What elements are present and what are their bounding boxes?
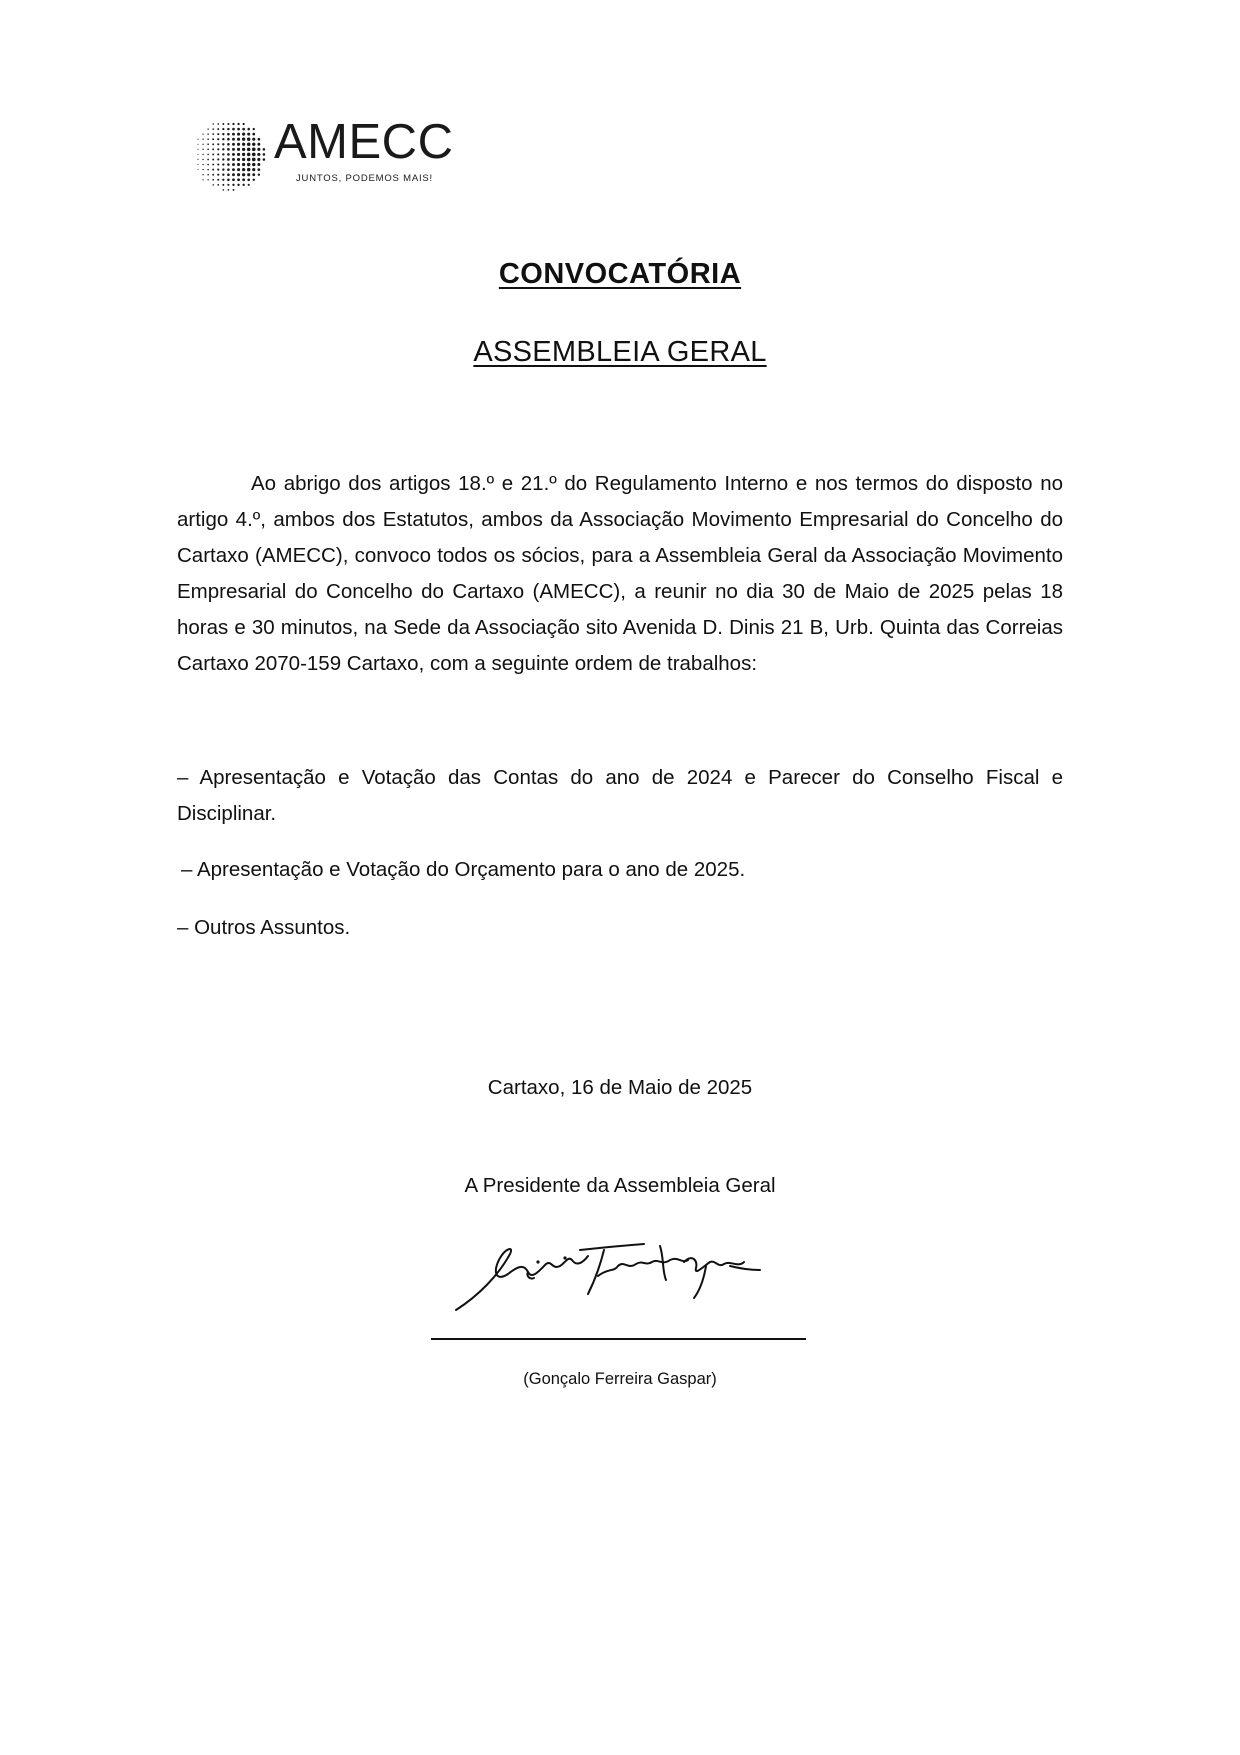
agenda-item-other: – Outros Assuntos. [177,916,351,939]
logo-tagline: JUNTOS, PODEMOS MAIS! [296,173,433,184]
signer-name: (Gonçalo Ferreira Gaspar) [523,1370,717,1388]
agenda-item-accounts: – Apresentação e Votação das Contas do ano de 2024 e Parecer do Conselho Fiscal e Disciplinar. [177,766,1063,825]
signature-line [431,1338,806,1340]
amecc-logo [190,112,460,192]
intro-paragraph: Ao abrigo dos artigos 18.º e 21.º do Regulamento Interno e nos termos do disposto no artigo 4.º, ambos dos Estatutos, ambos da Associação Movimento Empresarial do Concelho do Cartaxo (AMECC), convoco todos os sócios, para a Assembleia Geral da Associação Movimento Empresarial do Concelho do Cartaxo (AMECC), a reunir no dia 30 de Maio de 2025 pelas 18 horas e 30 minutos, na Sede da Associação sito Avenida D. Dinis 21 B, Urb. Quinta das Correias Cartaxo 2070-159 Cartaxo, com a seguinte ordem de trabalhos: [177,472,1063,675]
signatory-role: A Presidente da Assembleia Geral [464,1174,776,1197]
handwritten-signature [448,1236,778,1316]
dotted-globe-icon [190,116,268,194]
document-subtitle: ASSEMBLEIA GERAL [473,336,767,368]
logo-name: AMECC [274,115,454,169]
agenda-item-budget: – Apresentação e Votação do Orçamento para o ano de 2025. [181,858,746,881]
document-title: CONVOCATÓRIA [498,258,742,290]
place-and-date: Cartaxo, 16 de Maio de 2025 [487,1076,753,1099]
